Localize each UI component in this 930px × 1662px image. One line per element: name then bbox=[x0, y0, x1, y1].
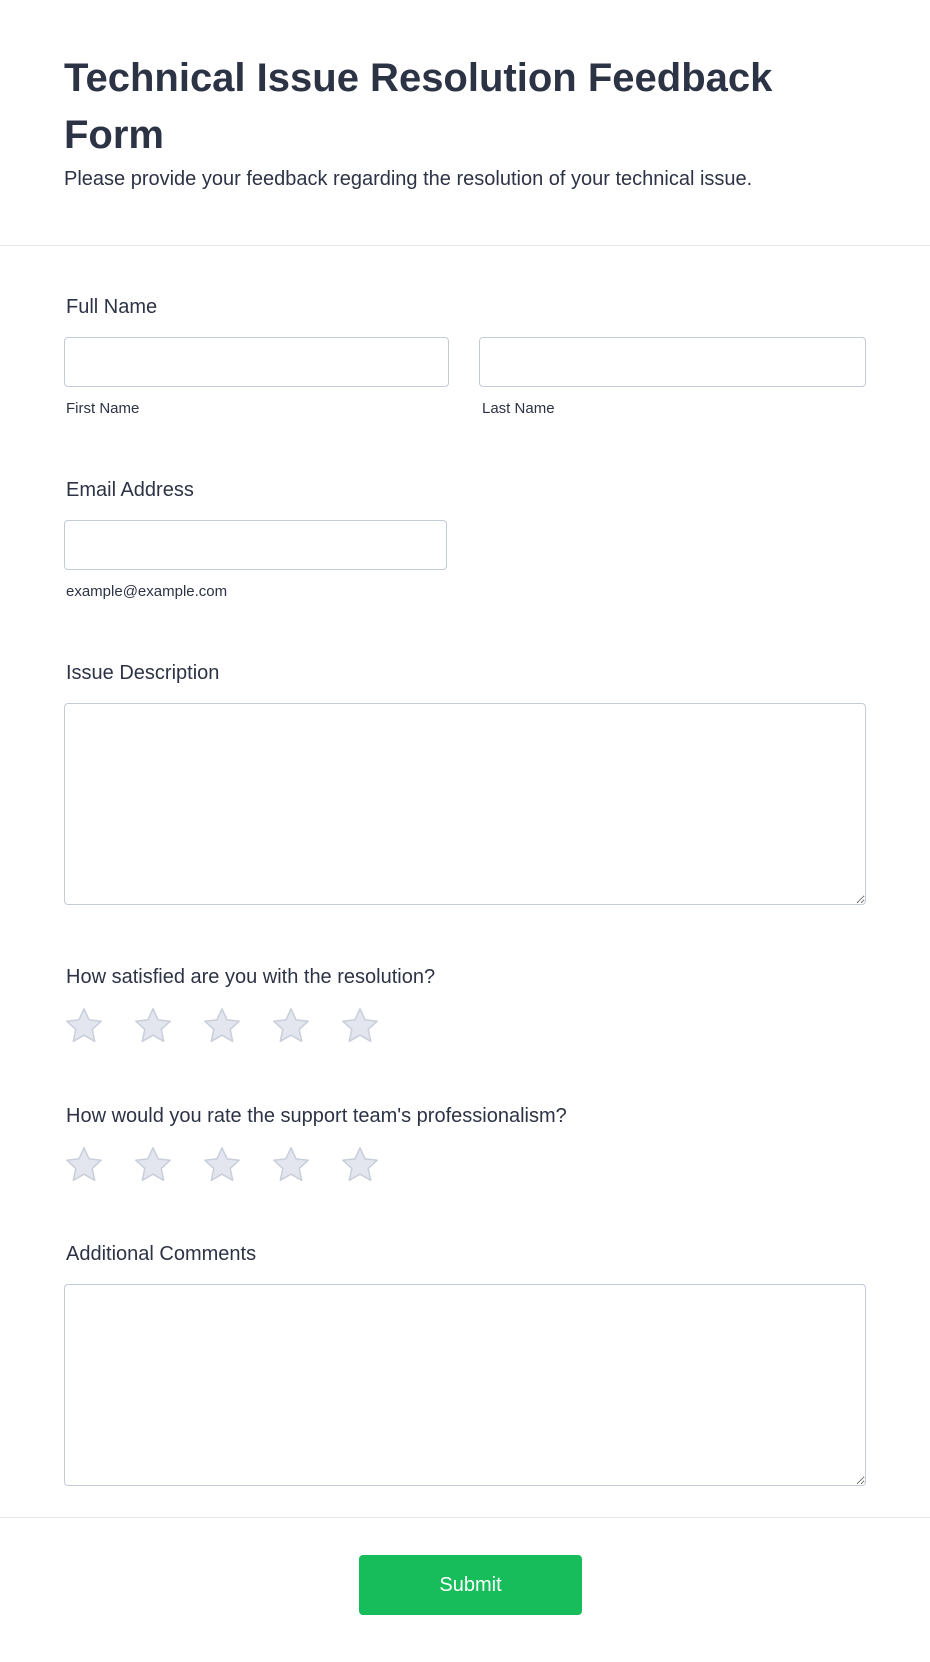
star-icon[interactable] bbox=[64, 1145, 104, 1185]
additional-comments-textarea[interactable] bbox=[64, 1284, 866, 1486]
satisfaction-rating[interactable] bbox=[64, 1006, 409, 1046]
star-icon[interactable] bbox=[133, 1006, 173, 1046]
email-sublabel: example@example.com bbox=[66, 583, 228, 600]
professionalism-rating[interactable] bbox=[64, 1145, 409, 1185]
form-header bbox=[0, 0, 930, 246]
last-name-sublabel: Last Name bbox=[482, 400, 555, 417]
first-name-sublabel: First Name bbox=[66, 400, 140, 417]
email-label: Email Address bbox=[66, 479, 194, 501]
professionalism-label: How would you rate the support team's professionalism? bbox=[66, 1105, 567, 1127]
submit-button[interactable]: Submit bbox=[359, 1555, 582, 1615]
issue-description-label: Issue Description bbox=[66, 662, 220, 684]
full-name-label: Full Name bbox=[66, 296, 158, 318]
star-icon[interactable] bbox=[202, 1145, 242, 1185]
email-input[interactable] bbox=[64, 520, 447, 570]
star-icon[interactable] bbox=[271, 1145, 311, 1185]
star-icon[interactable] bbox=[340, 1145, 380, 1185]
form-footer bbox=[0, 1517, 930, 1662]
star-icon[interactable] bbox=[64, 1006, 104, 1046]
star-icon[interactable] bbox=[133, 1145, 173, 1185]
star-icon[interactable] bbox=[340, 1006, 380, 1046]
star-icon[interactable] bbox=[202, 1006, 242, 1046]
page-title: Technical Issue Resolution Feedback Form bbox=[64, 56, 773, 157]
page-subtitle: Please provide your feedback regarding the resolution of your technical issue. bbox=[64, 168, 753, 190]
last-name-input[interactable] bbox=[479, 337, 866, 387]
first-name-input[interactable] bbox=[64, 337, 449, 387]
satisfaction-label: How satisfied are you with the resolution? bbox=[66, 966, 436, 988]
additional-comments-label: Additional Comments bbox=[66, 1243, 257, 1265]
star-icon[interactable] bbox=[271, 1006, 311, 1046]
issue-description-textarea[interactable] bbox=[64, 703, 866, 905]
